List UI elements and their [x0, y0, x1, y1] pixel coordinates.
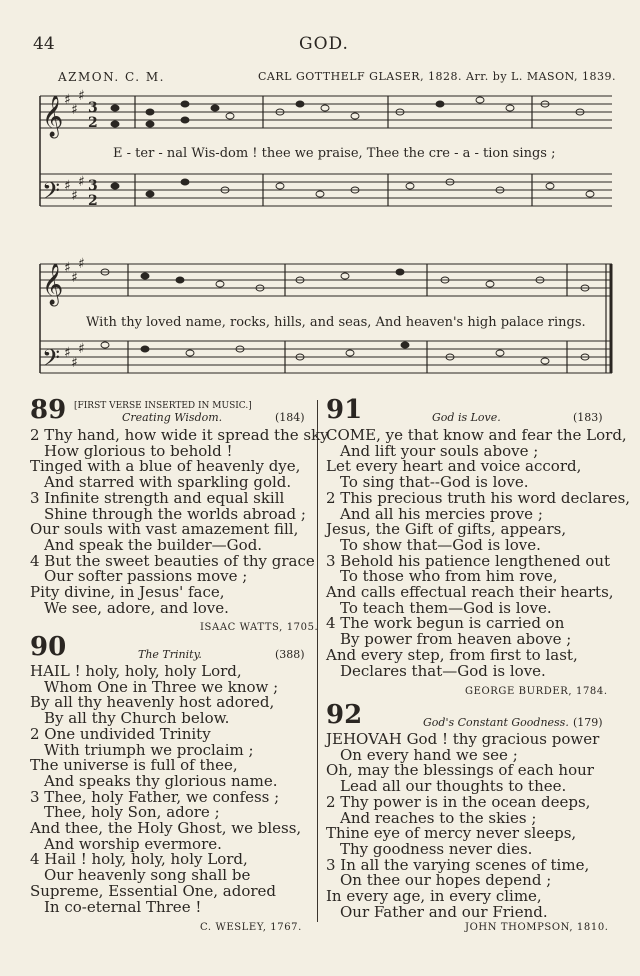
verse-line: Thy goodness never dies. [340, 839, 533, 858]
verse-line: Pity divine, in Jesus' face, [30, 583, 225, 602]
svg-text:♯: ♯ [64, 178, 71, 194]
verse-line: On thee our hopes depend ; [340, 871, 552, 890]
verse-line: By power from heaven above ; [340, 630, 572, 649]
verse-line: 3 Infinite strength and equal skill [30, 488, 285, 507]
svg-text:♯: ♯ [64, 345, 71, 361]
svg-text:3: 3 [88, 100, 98, 116]
svg-text:♯: ♯ [71, 188, 78, 204]
treble-clef-icon: 𝄞 [42, 96, 64, 137]
hymn-title: God is Love. [432, 411, 501, 424]
verse-line: Tinged with a blue of heavenly dye, [30, 457, 301, 476]
bass-staff-2 [40, 341, 612, 373]
verse-line: Thine eye of mercy never sleeps, [326, 824, 577, 843]
svg-text:♯: ♯ [78, 174, 85, 190]
verse-line: HAIL ! holy, holy, holy Lord, [30, 662, 242, 680]
verse-line: And thee, the Holy Ghost, we bless, [30, 819, 302, 838]
hymn-author: JOHN THOMPSON, 1810. [465, 922, 609, 933]
verse-line: By all thy Church below. [44, 709, 230, 728]
verse-line: Declares that—God is love. [340, 661, 546, 680]
hymn-number: 92 [326, 700, 363, 730]
verse-line: Shine through the worlds abroad ; [44, 504, 306, 523]
verse-line: 2 One undivided Trinity [30, 724, 211, 743]
verse-line: Our softer passions move ; [44, 567, 248, 586]
svg-text:♯: ♯ [71, 102, 78, 118]
verse-line: We see, adore, and love. [44, 598, 229, 617]
hymn-reference: (388) [275, 648, 305, 661]
verse-line: To teach them—God is love. [340, 598, 552, 617]
treble-staff-2 [40, 264, 612, 296]
verse-line: With triumph we proclaim ; [44, 740, 254, 759]
verse-line: And all his mercies prove ; [340, 504, 543, 523]
tune-name: AZMON. C. M. [58, 70, 165, 84]
svg-text:♯: ♯ [78, 341, 85, 357]
verse-line: Our Father and our Friend. [340, 902, 548, 921]
verse-line: To sing that--God is love. [340, 473, 529, 492]
bass-staff-1 [40, 174, 612, 206]
hymn-author: GEORGE BURDER, 1784. [465, 686, 608, 697]
verse-line: Oh, may the blessings of each hour [326, 761, 594, 780]
lyric-line-2: With thy loved name, rocks, hills, and seas, And heaven's high palace rings. [86, 315, 586, 330]
hymn-reference: (183) [573, 411, 603, 424]
verse-line: Thee, holy Son, adore ; [44, 803, 220, 822]
hymn-verses [326, 428, 630, 679]
verse-line: 3 Thee, holy Father, we confess ; [30, 787, 280, 806]
hymn-number: 89 [30, 395, 67, 425]
verse-line: And every step, from first to last, [326, 645, 578, 664]
svg-text:♯: ♯ [64, 260, 71, 276]
hymn-number: 90 [30, 632, 67, 662]
hymn-author: ISAAC WATTS, 1705. [200, 622, 319, 633]
verse-line: And worship evermore. [44, 834, 222, 853]
verse-line: And speak the builder—God. [44, 535, 263, 554]
tune-credit: CARL GOTTHELF GLASER, 1828. Arr. by L. MASON, 1839. [258, 70, 617, 83]
verse-line: Let every heart and voice accord, [326, 457, 582, 476]
svg-text:♯: ♯ [71, 270, 78, 286]
treble-staff-1 [40, 96, 612, 128]
verse-line: Whom One in Three we know ; [44, 677, 279, 696]
verse-line: In co-eternal Three ! [44, 897, 202, 916]
music-score [0, 0, 640, 400]
verse-line: By all thy heavenly host adored, [30, 693, 275, 712]
hymn-title: Creating Wisdom. [122, 411, 223, 424]
verse-line: 2 Thy hand, how wide it spread the sky [30, 426, 329, 444]
svg-text:♯: ♯ [71, 355, 78, 371]
bass-clef-icon: 𝄢 [42, 344, 61, 377]
hymn-reference: (184) [275, 411, 305, 424]
hymn-verses [30, 428, 329, 616]
hymn-number: 91 [326, 395, 363, 425]
verse-line: And reaches to the skies ; [340, 808, 537, 827]
hymn-title: God's Constant Goodness. [423, 716, 569, 729]
verse-line: To show that—God is love. [340, 535, 541, 554]
verse-line: Supreme, Essential One, adored [30, 881, 277, 900]
verse-line: 3 Behold his patience lengthened out [326, 551, 611, 570]
verse-line: 2 Thy power is in the ocean deeps, [326, 792, 591, 811]
svg-text:♯: ♯ [78, 256, 85, 272]
hymn-reference: (179) [573, 716, 603, 729]
verse-line: How glorious to behold ! [44, 441, 233, 460]
verse-line: In every age, in every clime, [326, 887, 542, 906]
svg-text:♯: ♯ [78, 88, 85, 104]
bass-clef-icon: 𝄢 [42, 177, 61, 210]
hymn-note: [FIRST VERSE INSERTED IN MUSIC.] [74, 401, 252, 411]
running-title: GOD. [299, 34, 349, 54]
verse-line: 2 This precious truth his word declares, [326, 488, 631, 507]
hymn-title: The Trinity. [138, 648, 202, 661]
verse-line: COME, ye that know and fear the Lord, [326, 426, 627, 444]
treble-clef-icon: 𝄞 [42, 264, 64, 305]
hymn-verses [30, 664, 301, 915]
verse-line: 3 In all the varying scenes of time, [326, 855, 590, 874]
verse-line: The universe is full of thee, [30, 756, 238, 775]
verse-line: And calls effectual reach their hearts, [326, 583, 614, 602]
verse-line: Our heavenly song shall be [44, 866, 251, 885]
verse-line: And lift your souls above ; [340, 441, 539, 460]
verse-line: And starred with sparkling gold. [44, 473, 292, 492]
verse-line: JEHOVAH God ! thy gracious power [326, 730, 600, 748]
verse-line: Lead all our thoughts to thee. [340, 777, 567, 796]
svg-text:2: 2 [88, 115, 98, 131]
verse-line: 4 The work begun is carried on [326, 614, 565, 633]
svg-text:3: 3 [88, 178, 98, 194]
verse-line: On every hand we see ; [340, 745, 518, 764]
page-number: 44 [33, 34, 55, 54]
verse-line: And speaks thy glorious name. [44, 771, 278, 790]
verse-line: To those who from him rove, [340, 567, 558, 586]
lyric-line-1: E - ter - nal Wis-dom ! thee we praise, Thee the cre - a - tion sings ; [113, 146, 556, 161]
hymn-author: C. WESLEY, 1767. [200, 922, 302, 933]
verse-line: 4 Hail ! holy, holy, holy Lord, [30, 850, 248, 869]
svg-text:2: 2 [88, 193, 98, 209]
verse-line: Jesus, the Gift of gifts, appears, [326, 520, 567, 539]
svg-text:♯: ♯ [64, 92, 71, 108]
verse-line: 4 But the sweet beauties of thy grace [30, 551, 315, 570]
verse-line: Our souls with vast amazement fill, [30, 520, 299, 539]
hymn-verses [326, 732, 599, 920]
